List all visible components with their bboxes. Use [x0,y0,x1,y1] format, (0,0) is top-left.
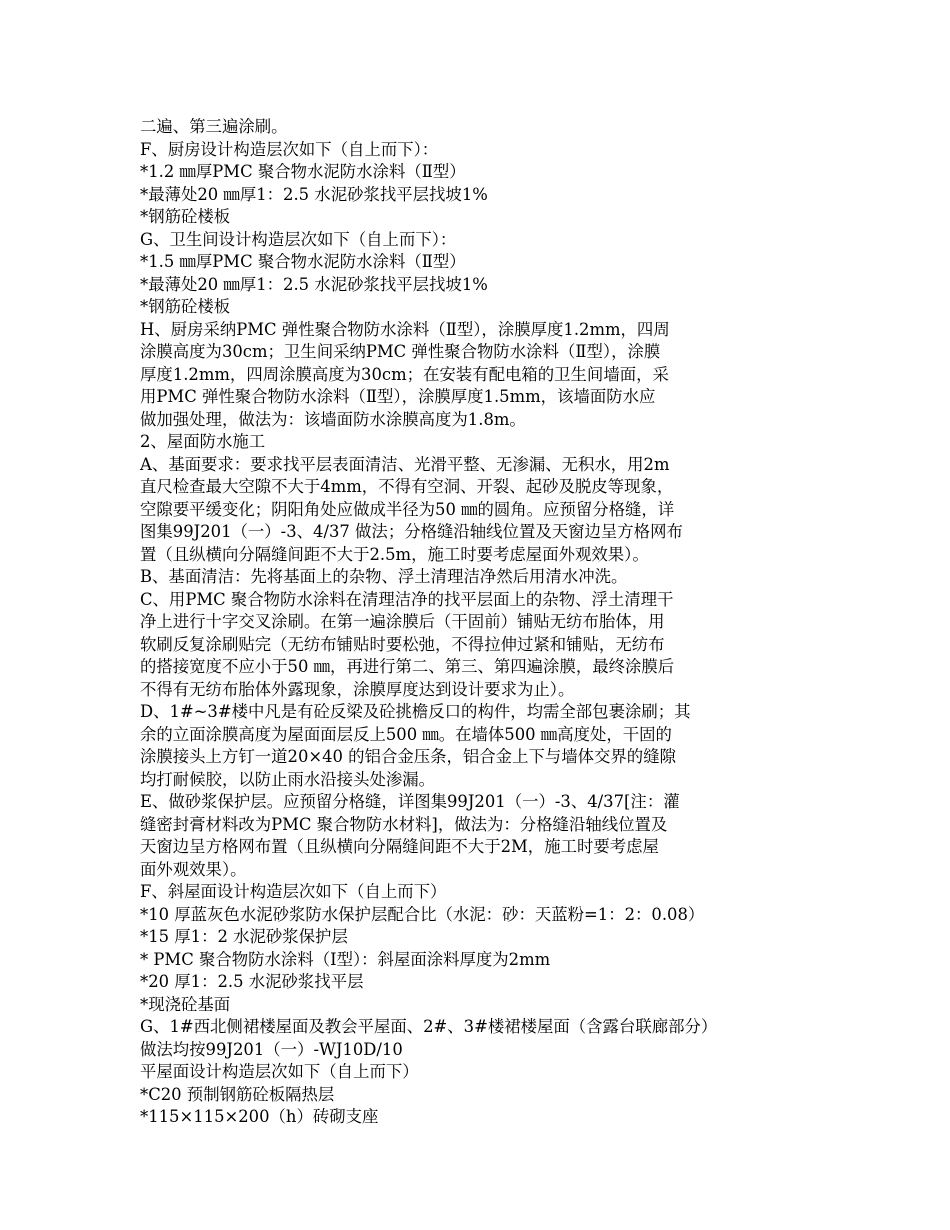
text-line: 2、屋面防水施工 [140,432,266,451]
text-line: 软刷反复涂刷贴完（无纺布铺贴时要松弛，不得拉伸过紧和铺贴，无纺布 [140,634,665,654]
text-line: *1.2 ㎜厚PMC 聚合物水泥防水涂料（Ⅱ型） [140,162,466,181]
text-line: 缝密封膏材料改为PMC 聚合物防水材料]，做法为：分格缝沿轴线位置及 [140,814,668,834]
text-line: 用PMC 弹性聚合物防水涂料（Ⅱ型），涂膜厚度1.5mm，该墙面防水应 [140,387,656,406]
text-line: 平屋面设计构造层次如下（自上而下） [140,1062,419,1081]
text-line: B、基面清洁：先将基面上的杂物、浮土清理洁净然后用清水冲洗。 [140,567,628,586]
text-line: E、做砂浆保护层。应预留分格缝，详图集99J201（一）-3、4/37[注：灌 [140,792,680,811]
text-line: 直尺检查最大空隙不大于4mm，不得有空洞、开裂、起砂及脱皮等现象， [140,477,674,496]
text-line: *1.5 ㎜厚PMC 聚合物水泥防水涂料（Ⅱ型） [140,252,466,271]
text-line: *钢筋砼楼板 [140,297,231,316]
text-line: F、厨房设计构造层次如下（自上而下）： [140,139,439,159]
text-line: A、基面要求：要求找平层表面清洁、光滑平整、无渗漏、无积水，用2m [140,454,670,474]
text-line: 不得有无纺布胎体外露现象，涂膜厚度达到设计要求为止）。 [140,679,575,699]
text-line: *C20 预制钢筋砼板隔热层 [140,1084,335,1104]
text-line: F、斜屋面设计构造层次如下（自上而下） [140,882,447,901]
text-line: *10 厚蓝灰色水泥砂浆防水保护层配合比（水泥：砂：天蓝粉=1：2：0.08） [140,904,705,924]
text-line: *现浇砼基面 [140,994,231,1014]
text-line: *15 厚1：2 水泥砂浆保护层 [140,927,348,946]
text-line: 置（且纵横向分隔缝间距不大于2.5m，施工时要考虑屋面外观效果）。 [140,544,649,564]
text-line: 均打耐候胶，以防止雨水沿接头处渗漏。 [140,769,436,789]
text-line: 二遍、第三遍涂刷。 [140,117,288,136]
text-line: C、用PMC 聚合物防水涂料在清理洁净的找平层面上的杂物、浮土清理干 [140,589,674,609]
text-line: G、卫生间设计构造层次如下（自上而下）： [140,229,457,249]
text-line: 的搭接宽度不应小于50 ㎜，再进行第二、第三、第四遍涂膜，最终涂膜后 [140,657,675,676]
text-line: *20 厚1：2.5 水泥砂浆找平层 [140,972,364,991]
text-line: 面外观效果）。 [140,859,247,879]
text-line: 涂膜接头上方钉一道20×40 的铝合金压条，铝合金上下与墙体交界的缝隙 [140,747,676,766]
text-line: 空隙要平缓变化；阴阳角处应做成半径为50 ㎜的圆角。应预留分格缝，详 [140,499,675,519]
text-line: 做法均按99J201（一）-WJ10D/10 [140,1039,403,1059]
text-line: D、1#~3#楼中凡是有砼反梁及砼挑檐反口的构件，均需全部包裹涂刷；其 [140,702,691,721]
text-line: *钢筋砼楼板 [140,207,231,226]
text-line: H、厨房采纳PMC 弹性聚合物防水涂料（Ⅱ型），涂膜厚度1.2mm，四周 [140,319,670,339]
text-line: 余的立面涂膜高度为屋面面层反上500 ㎜。在墙体500 ㎜高度处，干固的 [140,724,672,744]
text-line: G、1#西北侧裙楼屋面及教会平屋面、2#、3#楼裙楼屋面（含露台联廊部分） [140,1017,718,1036]
text-line: 涂膜高度为30cm；卫生间采纳PMC 弹性聚合物防水涂料（Ⅱ型），涂膜 [140,342,661,361]
text-line: 图集99J201（一）-3、4/37 做法；分格缝沿轴线位置及天窗边呈方格网布 [140,522,683,541]
text-line: * PMC 聚合物防水涂料（Ⅰ型）：斜屋面涂料厚度为2mm [140,949,551,969]
text-line: 净上进行十字交叉涂刷。在第一遍涂膜后（干固前）铺贴无纺布胎体，用 [140,612,665,631]
text-line: *最薄处20 ㎜厚1：2.5 水泥砂浆找平层找坡1% [140,274,488,294]
text-line: *最薄处20 ㎜厚1：2.5 水泥砂浆找平层找坡1% [140,184,488,204]
text-line: 厚度1.2mm，四周涂膜高度为30cm；在安装有配电箱的卫生间墙面，采 [140,364,669,384]
text-line: 天窗边呈方格网布置（且纵横向分隔缝间距不大于2M，施工时要考虑屋 [140,837,659,856]
body-text [140,116,780,1129]
text-line: *115×115×200（h）砖砌支座 [140,1107,379,1126]
text-line: 做加强处理，做法为：该墙面防水涂膜高度为1.8m。 [140,409,526,429]
